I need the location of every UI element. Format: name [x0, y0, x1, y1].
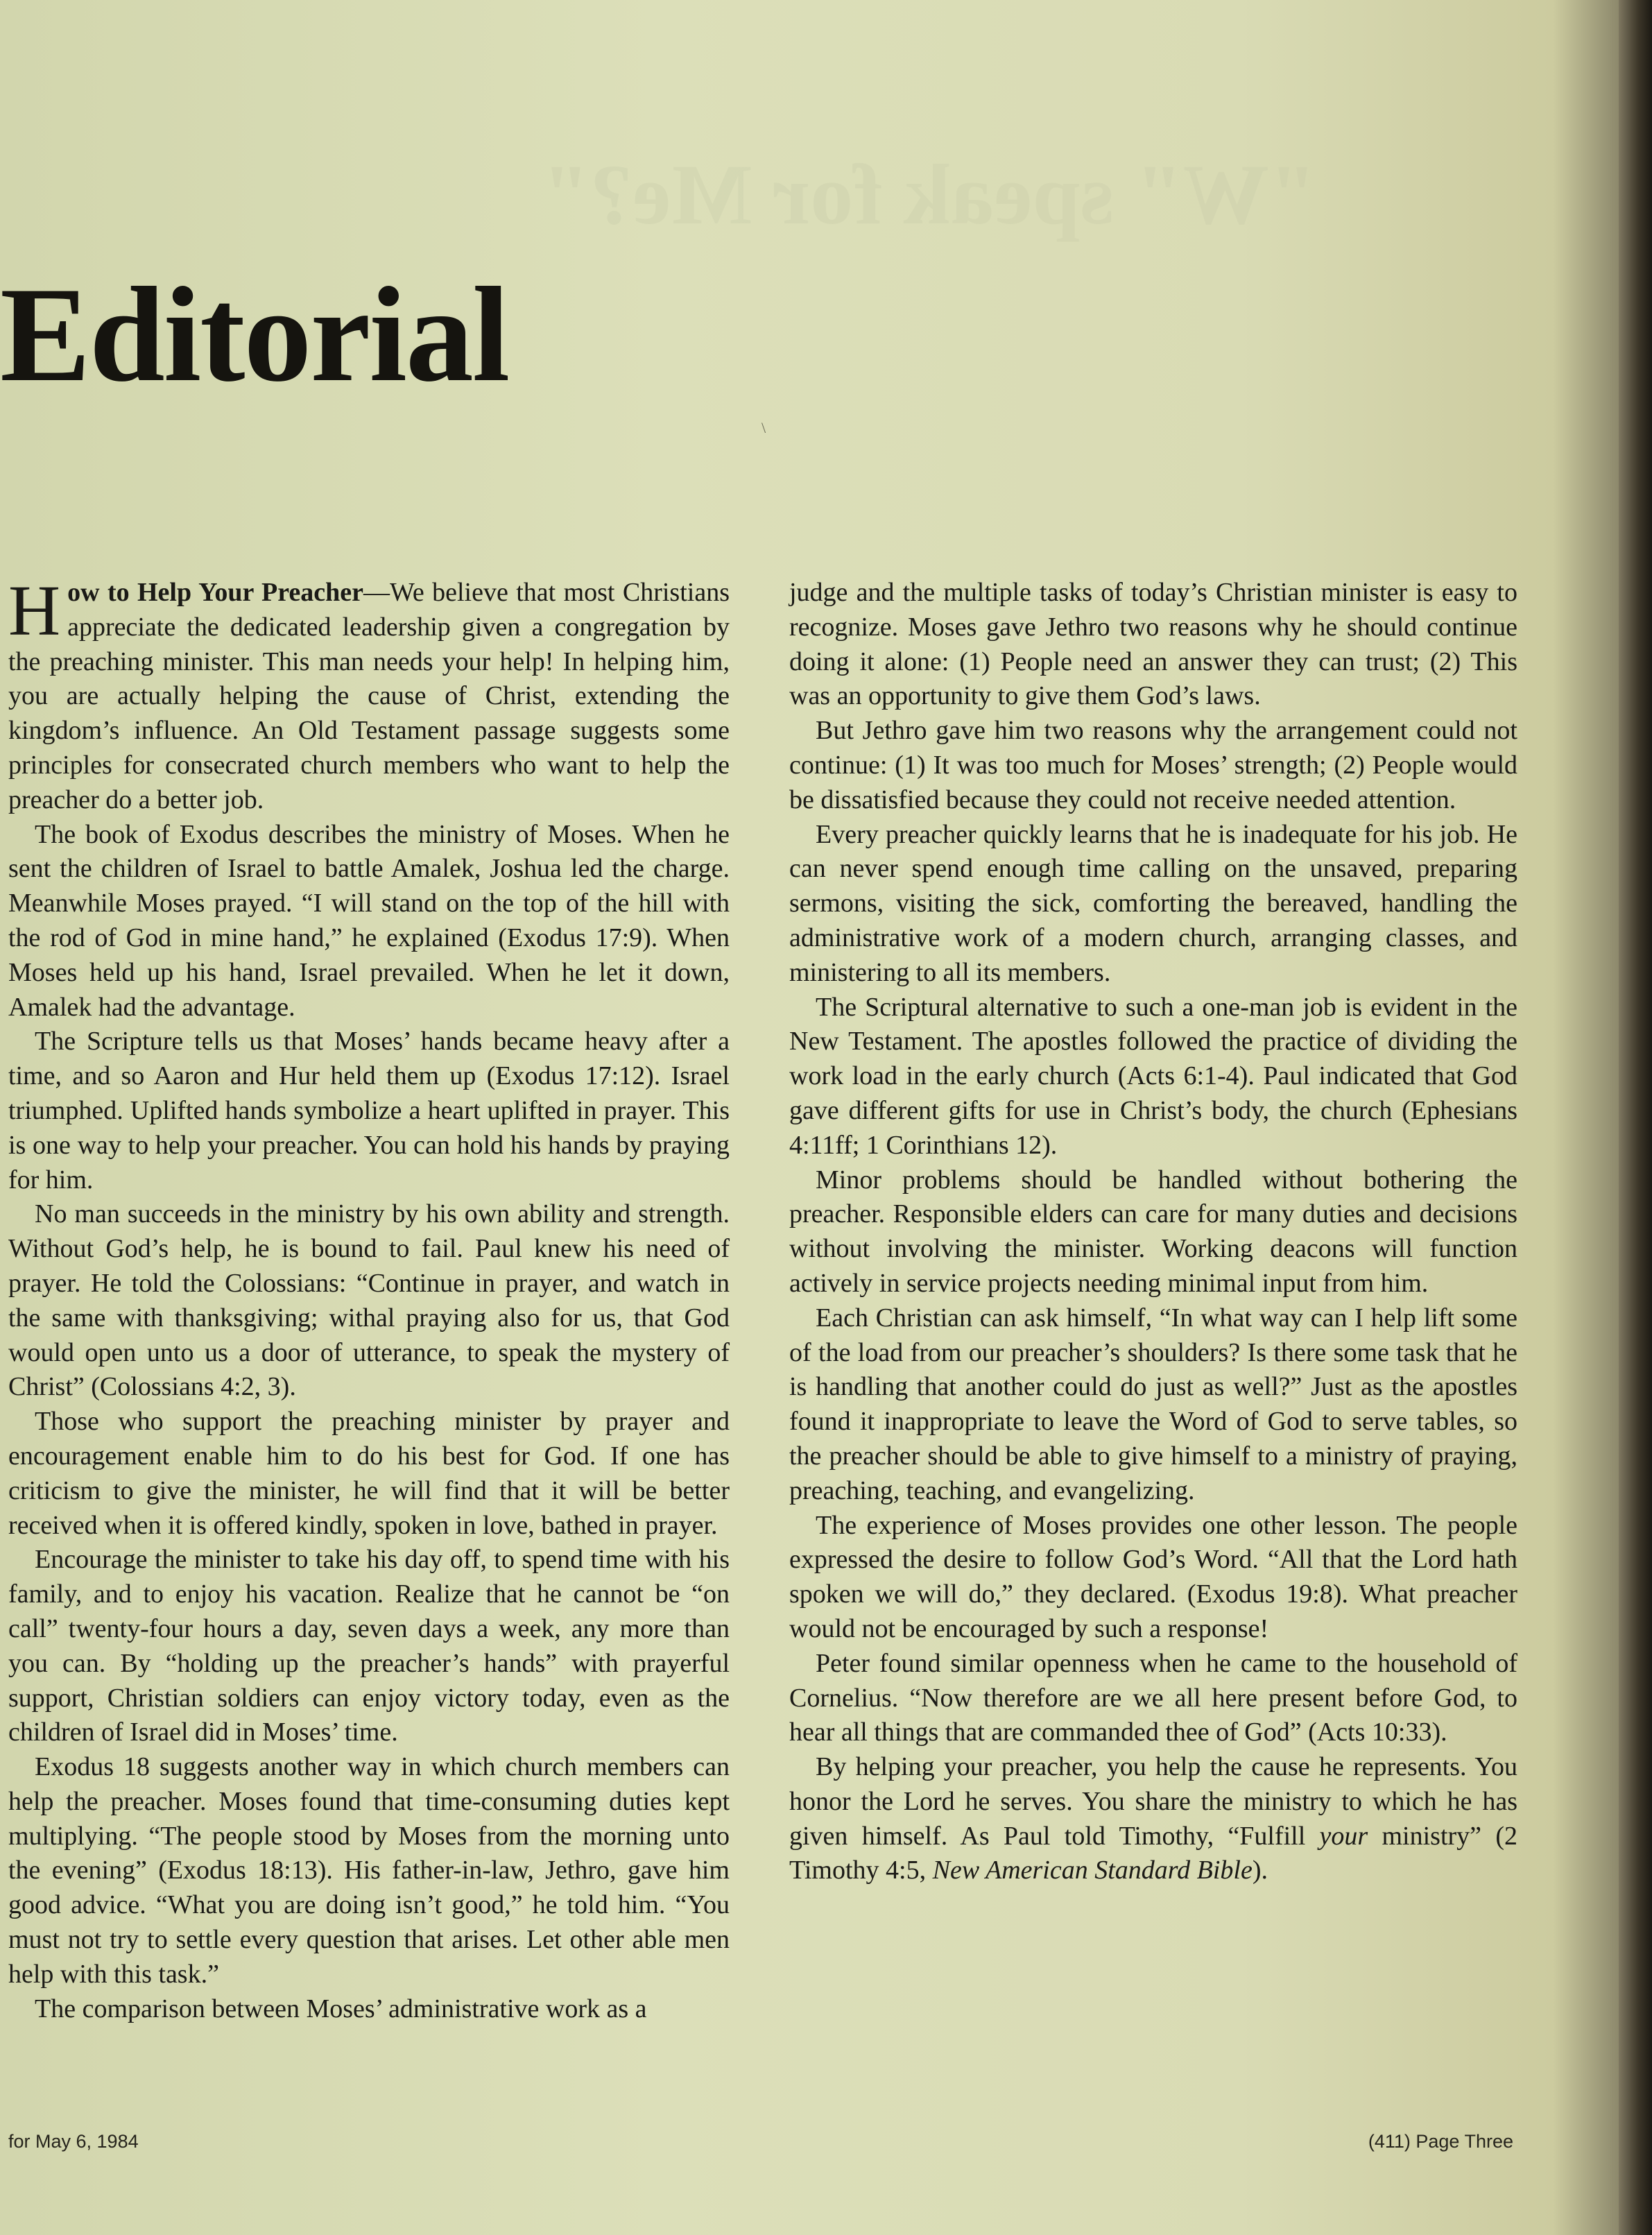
- paragraph-1: [8, 571, 730, 818]
- page-gutter-shadow: [1619, 0, 1652, 2235]
- bible-version-citation: New American Standard Bible: [932, 1856, 1253, 1885]
- footer-page-number: (411) Page Three: [1368, 2131, 1513, 2152]
- paragraph-12: Minor problems should be handled without bothering the preacher. Responsible elders can care for many duties and decisions without involving the minister. Working deacons will function actively in service projects needing minimal input from him.: [789, 1165, 1517, 1298]
- paragraph-4: No man succeeds in the ministry by his own ability and strength. Without God’s help, he is bound to fail. Paul knew his need of prayer. He told the Colossians: “Continue in prayer, and watch in the same with thanksgiving; withal praying also for us, that God would open unto us a door of utterance, to speak the mystery of Christ” (Colossians 4:2, 3).: [8, 1199, 730, 1402]
- stray-mark: \: [762, 419, 766, 436]
- left-column: [8, 571, 730, 2026]
- paragraph-7: Exodus 18 suggests another way in which church members can help the preacher. Moses found that time-consuming duties kept multiplying. “The people stood by Moses from the morning unto the evening” (Exodus 18:13). His father-in-law, Jethro, gave him good advice. “What you are doing isn’t good,” he told him. “You must not try to settle every question that arises. Let other able men help with this task.”: [8, 1752, 730, 1989]
- article-lead-heading: ow to Help Your Preacher: [67, 578, 364, 607]
- paragraph-16-text-c: ).: [1252, 1856, 1268, 1885]
- paragraph-8-start: The comparison between Moses’ administrative work as a: [35, 1994, 647, 2023]
- paragraph-10: Every preacher quickly learns that he is inadequate for his job. He can never spend enough time calling on the unsaved, preparing sermons, visiting the sick, comforting the bereaved, handling the administrative work of a modern church, arranging classes, and ministering to all its members.: [789, 819, 1517, 987]
- paragraph-5: Those who support the preaching minister by prayer and encouragement enable him to do his best for God. If one has criticism to give the minister, he will find that it will be better received when it is offered kindly, spoken in love, bathed in prayer.: [8, 1407, 730, 1540]
- paragraph-13: Each Christian can ask himself, “In what way can I help lift some of the load from our preacher’s shoulders? Is there some task that he is handling that another could do just as well?” Just as the apostles found it inappropriate to leave the Word of God to serve tables, so the preacher should be able to give himself to a ministry of praying, preaching, teaching, and evangelizing.: [789, 1303, 1517, 1505]
- paragraph-16: [789, 1750, 1517, 1888]
- footer-date: for May 6, 1984: [8, 2131, 139, 2152]
- bleed-through-text: "W" speak for Me?": [542, 147, 1317, 242]
- right-column: [789, 576, 1517, 1888]
- paragraph-6: Encourage the minister to take his day off, to spend time with his family, and to enjoy his vacation. Realize that he cannot be “on call” twenty-four hours a day, seven days a week, any more than you can. By “holding up the preacher’s hands” with prayerful support, Christian soldiers can enjoy victory today, even as the children of Israel did in Moses’ time.: [8, 1545, 730, 1747]
- paragraph-16-text-b: ministry” (2 Timothy 4:5,: [789, 1821, 1517, 1885]
- paragraph-3: The Scripture tells us that Moses’ hands became heavy after a time, and so Aaron and Hur held them up (Exodus 17:12). Israel triumphed. Uplifted hands symbolize a heart uplifted in prayer. This is one way to help your preacher. You can hold his hands by praying for him.: [8, 1027, 730, 1194]
- paragraph-16-text-a: By helping your preacher, you help the cause he represents. You honor the Lord he serves. You share the ministry to which he has given himself. As Paul told Timothy, “Fulfill: [789, 1752, 1517, 1851]
- paragraph-8-continued: judge and the multiple tasks of today’s Christian minister is easy to recognize. Moses gave Jethro two reasons why he should continue doing it alone: (1) People need an answer they can trust; (2) This was an opportunity to give them God’s laws.: [789, 578, 1517, 711]
- paragraph-11: The Scriptural alternative to such a one-man job is evident in the New Testament. The apostles followed the practice of dividing the work load in the early church (Acts 6:1-4). Paul indicated that God gave different gifts for use in Christ’s body, the church (Ephesians 4:11ff; 1 Corinthians 12).: [789, 992, 1517, 1160]
- page-title: Editorial: [0, 259, 509, 410]
- paragraph-14: The experience of Moses provides one other lesson. The people expressed the desire to follow God’s Word. “All that the Lord hath spoken we will do,” they declared. (Exodus 19:8). What preacher would not be encouraged by such a response!: [789, 1510, 1517, 1643]
- paragraph-2: The book of Exodus describes the ministry of Moses. When he sent the children of Israel to battle Amalek, Joshua led the charge. Meanwhile Moses prayed. “I will stand on the top of the hill with the rod of God in mine hand,” he explained (Exodus 17:9). When Moses held up his hand, Israel prevailed. When he let it down, Amalek had the advantage.: [8, 819, 730, 1022]
- drop-cap: H: [8, 571, 61, 651]
- paragraph-1-text: —We believe that most Christians appreciate the dedicated leadership given a congregation by the preaching minister. This man needs your help! In helping him, you are actually helping the cause of Christ, extending the kingdom’s influence. An Old Testament passage suggests some principles for consecrated church members who want to help the preacher do a better job.: [8, 578, 730, 814]
- paragraph-15: Peter found similar openness when he came to the household of Cornelius. “Now therefore are we all here present before God, to hear all things that are commanded thee of God” (Acts 10:33).: [789, 1648, 1517, 1747]
- paragraph-16-emphasis: your: [1319, 1821, 1368, 1851]
- paragraph-9: But Jethro gave him two reasons why the arrangement could not continue: (1) It was too much for Moses’ strength; (2) People would be dissatisfied because they could not receive needed attention.: [789, 716, 1517, 814]
